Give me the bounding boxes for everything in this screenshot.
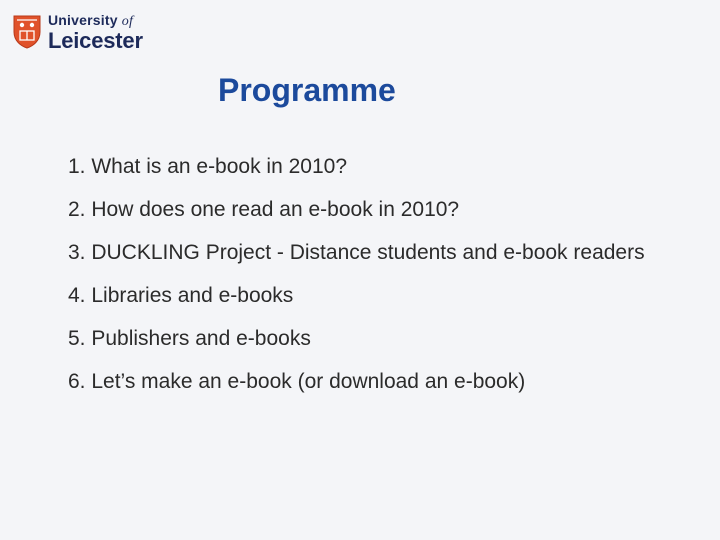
- agenda-item: 3. DUCKLING Project - Distance students and e-book readers: [68, 241, 645, 264]
- university-logo: [12, 12, 143, 52]
- logo-line-university: University of: [48, 11, 134, 29]
- agenda-item: 2. How does one read an e-book in 2010?: [68, 198, 460, 221]
- agenda-item: 4. Libraries and e-books: [68, 284, 294, 307]
- agenda-item: 6. Let’s make an e-book (or download an e-book): [68, 370, 526, 393]
- slide-title: Programme: [218, 72, 396, 108]
- agenda-list: [68, 152, 688, 410]
- agenda-item: 1. What is an e-book in 2010?: [68, 155, 348, 178]
- university-shield-icon: [12, 14, 42, 50]
- logo-wordmark: [48, 13, 143, 52]
- agenda-item: 5. Publishers and e-books: [68, 327, 311, 350]
- logo-line-leicester: Leicester: [48, 27, 143, 53]
